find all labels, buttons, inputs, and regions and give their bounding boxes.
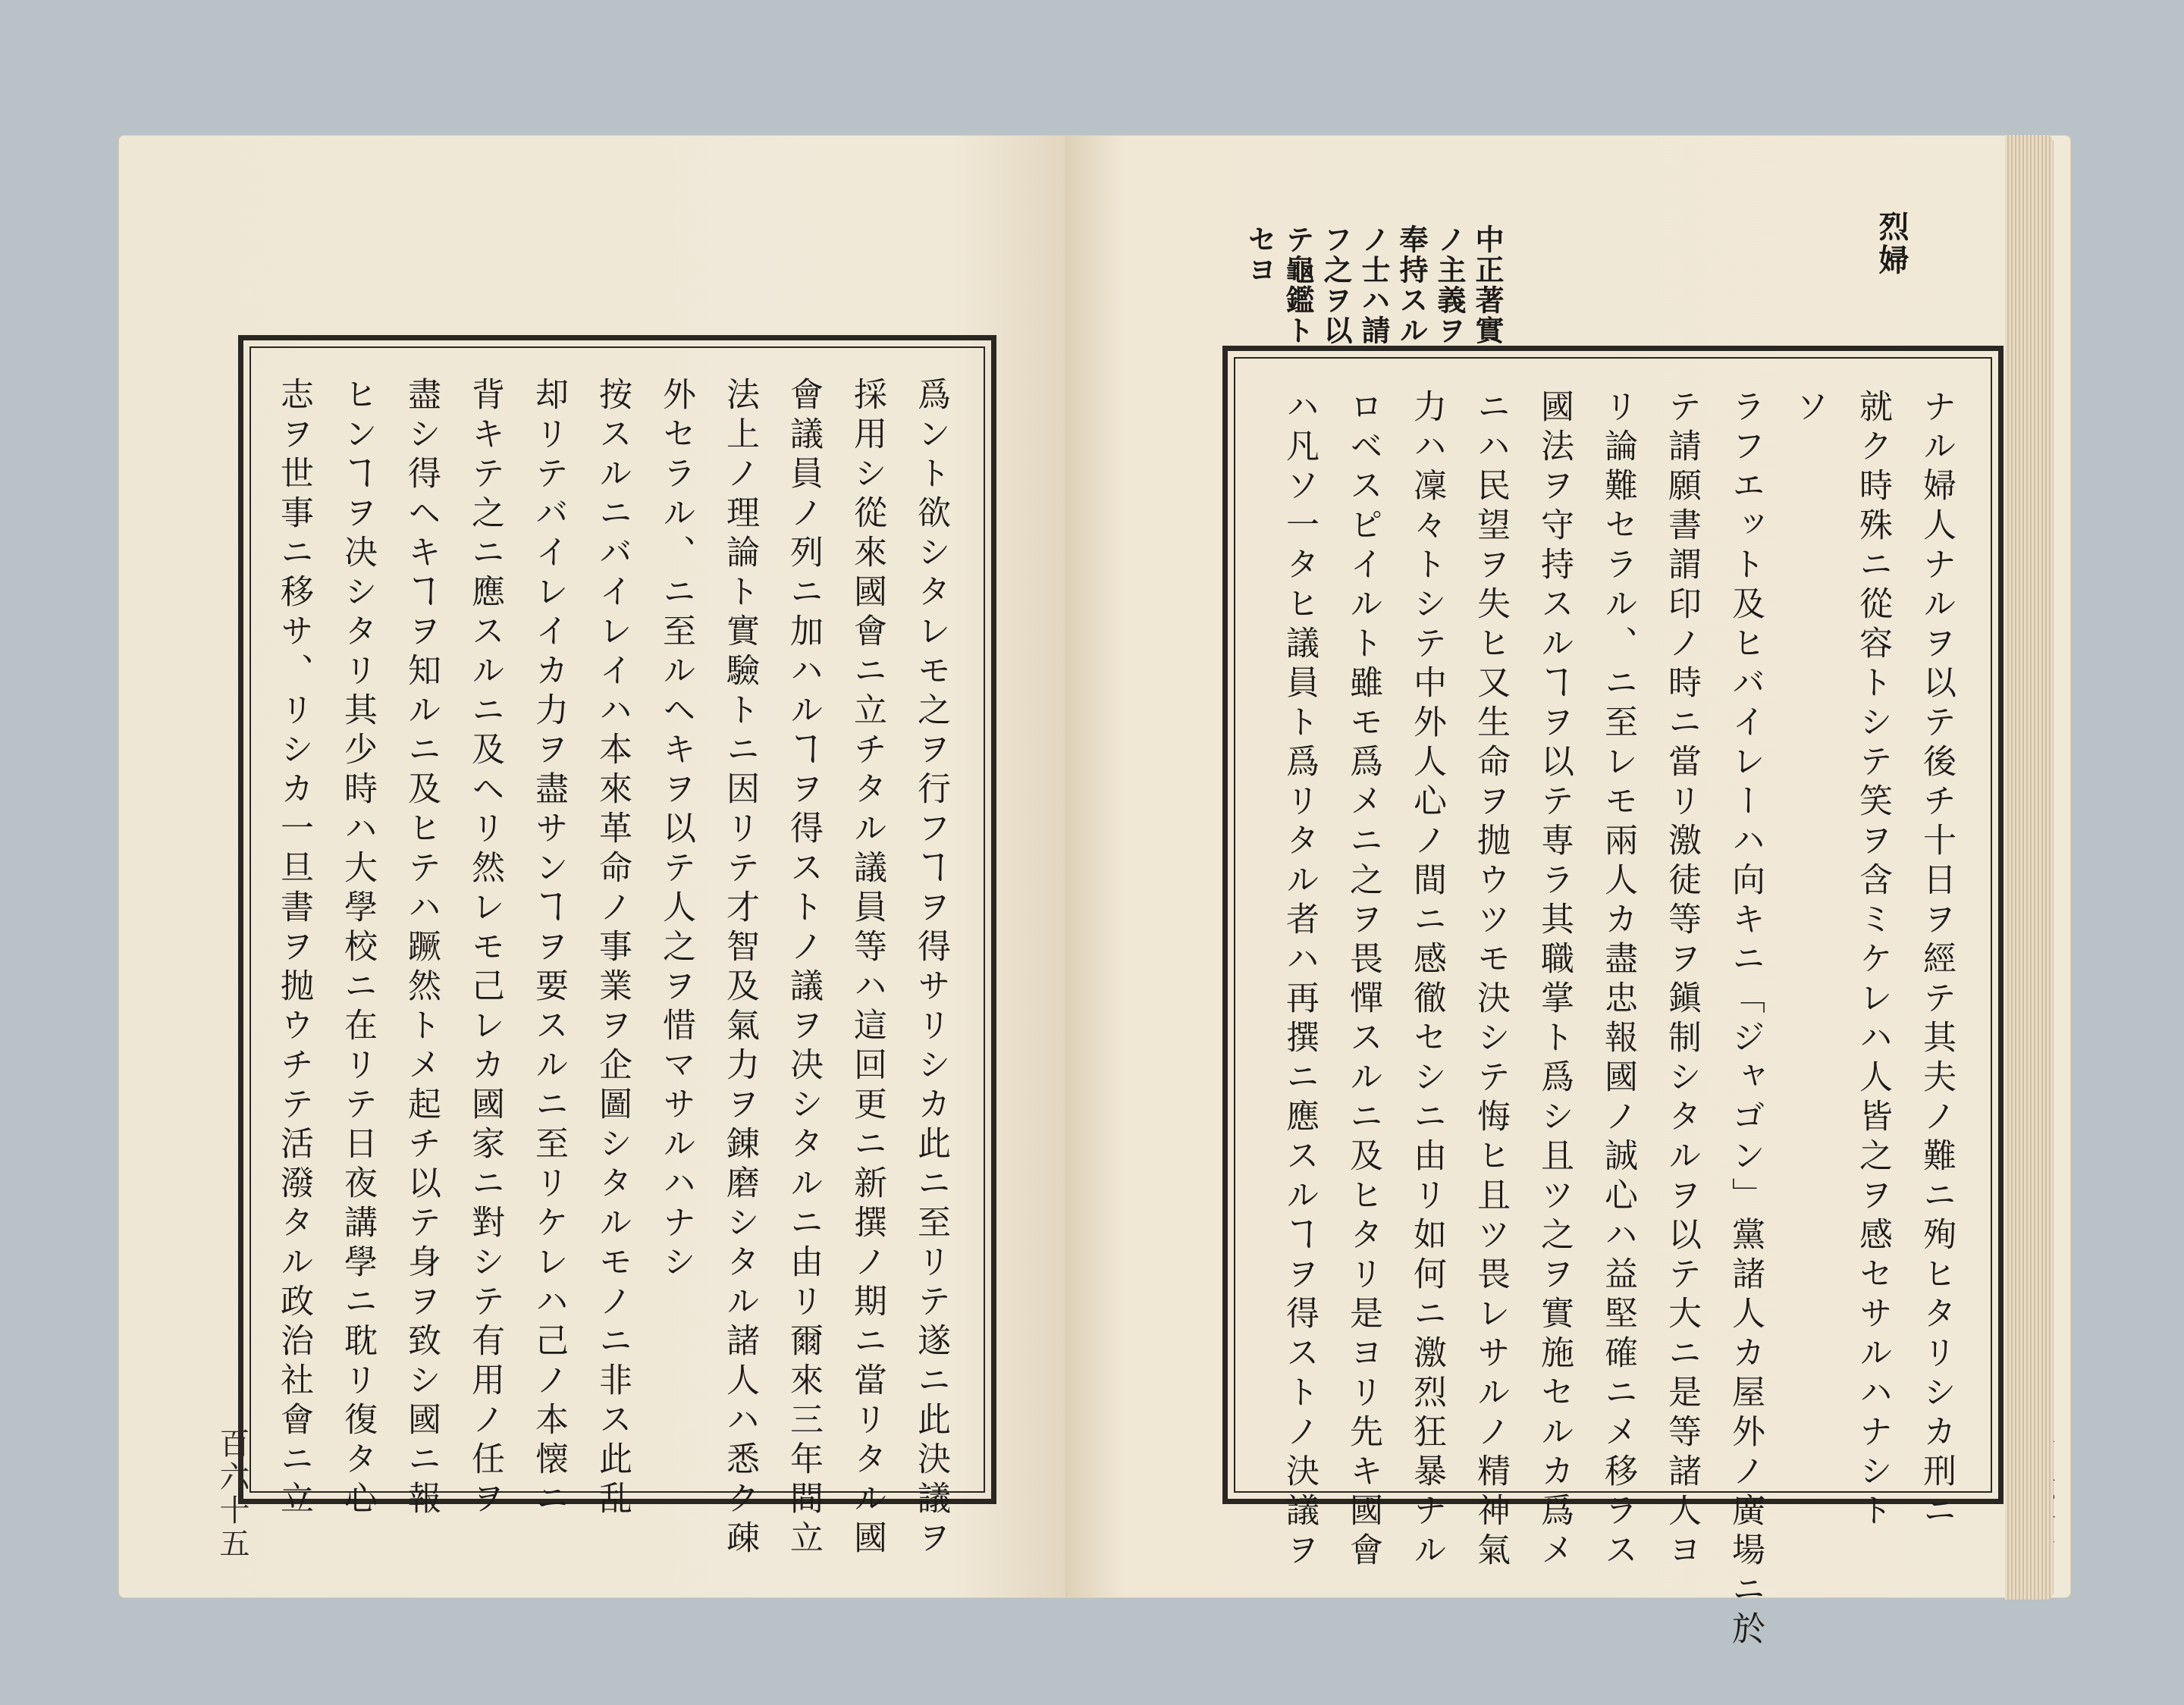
text-line: 就ク時殊ニ從容トシテ笑ヲ含ミケレハ人皆之ヲ感セサルハナシト <box>1853 389 1892 1532</box>
text-line: 國法ヲ守持スルヿヲ以テ専ラ其職掌ト爲シ且ツ之ヲ實施セルカ爲メ <box>1535 389 1574 1572</box>
right-body-text <box>1267 389 1968 1650</box>
quote-line: ノ主義ヲ <box>1432 224 1467 346</box>
text-line: 志ヲ世事ニ移サ、リシカ一旦書ヲ抛ウチテ活潑タル政治社會ニ立 <box>275 377 313 1520</box>
page-edges <box>2005 135 2054 1600</box>
open-book <box>118 135 2071 1650</box>
text-line: 外セラル、ニ至ルヘキヲ以テ人之ヲ惜マサルハナシ <box>657 377 695 1283</box>
text-line: ヒンヿヲ决シタリ其少時ハ大學校ニ在リテ日夜講學ニ耽リ復タ心 <box>338 377 377 1520</box>
text-line: 按スルニバイレイハ本來革命ノ事業ヲ企圖シタルモノニ非ス此乱 <box>593 377 632 1520</box>
quote-line: ノ士ハ請 <box>1357 224 1391 346</box>
running-title: 烈婦 <box>1874 211 1909 277</box>
text-line: 爲ント欲シタレモ之ヲ行フヿヲ得サリシカ此ニ至リテ遂ニ此決議ヲ <box>912 377 950 1559</box>
text-line: 會議員ノ列ニ加ハルヿヲ得ストノ議ヲ决シタルニ由リ爾來三年間立 <box>784 377 823 1559</box>
left-body-text <box>262 377 962 1559</box>
text-line: リ論難セラル、ニ至レモ兩人カ盡忠報國ノ誠心ハ益堅確ニメ移ラス <box>1599 389 1637 1572</box>
text-line: テ請願書謂印ノ時ニ當リ激徒等ヲ鎭制シタルヲ以テ大ニ是等諸人ヨ <box>1662 389 1701 1572</box>
text-line: 背キテ之ニ應スルニ及ヘリ然レモ己レカ國家ニ對シテ有用ノ任ヲ <box>466 377 504 1520</box>
text-line: ニハ民望ヲ失ヒ又生命ヲ抛ウツモ決シテ悔ヒ且ツ畏レサルノ精神氣 <box>1471 389 1510 1572</box>
text-line: ハ凡ソ一タヒ議員ト爲リタル者ハ再撰ニ應スルヿヲ得ストノ決議ヲ <box>1280 389 1319 1572</box>
text-line: ラフエット及ヒバイレーハ向キニ「ジャゴン」黨諸人カ屋外ノ廣場ニ於 <box>1726 389 1765 1650</box>
text-line: 採用シ從來國會ニ立チタル議員等ハ這回更ニ新撰ノ期ニ當リタル國 <box>848 377 886 1559</box>
right-text-frame <box>1222 346 2004 1650</box>
quote-line: テ龜鑑ト <box>1281 224 1315 346</box>
left-page-number: 百六十五 <box>215 1428 249 1561</box>
left-page <box>118 135 1066 1598</box>
text-line: 盡シ得ヘキヿヲ知ルニ及ヒテハ蹶然トメ起チ以テ身ヲ致シ國ニ報 <box>402 377 441 1520</box>
text-line: 法上ノ理論ト實驗トニ因リテ才智及氣力ヲ錬磨シタル諸人ハ悉ク疎 <box>720 377 759 1559</box>
right-page <box>1066 135 2071 1650</box>
text-line: 力ハ凜々トシテ中外人心ノ間ニ感徹セシニ由リ如何ニ激烈狂暴ナル <box>1407 389 1446 1572</box>
left-text-frame <box>238 335 996 1559</box>
quote-line: セヨ <box>1243 224 1277 285</box>
text-line: ナル婦人ナルヲ以テ後チ十日ヲ經テ其夫ノ難ニ殉ヒタリシカ刑ニ <box>1917 389 1956 1532</box>
quote-line: フ之ヲ以 <box>1319 224 1353 346</box>
text-line: ソ <box>1790 389 1828 428</box>
quote-line: 中正著實 <box>1470 224 1505 346</box>
bleed-through-text <box>338 215 375 336</box>
text-line: ロベスピイルト雖モ爲メニ之ヲ畏憚スルニ及ヒタリ是ヨリ先キ國會 <box>1344 389 1382 1572</box>
quote-line: 奉持スル <box>1395 224 1429 346</box>
text-line: 却リテバイレイカ力ヲ盡サンヿヲ要スルニ至リケレハ己ノ本懐ニ <box>529 377 568 1520</box>
